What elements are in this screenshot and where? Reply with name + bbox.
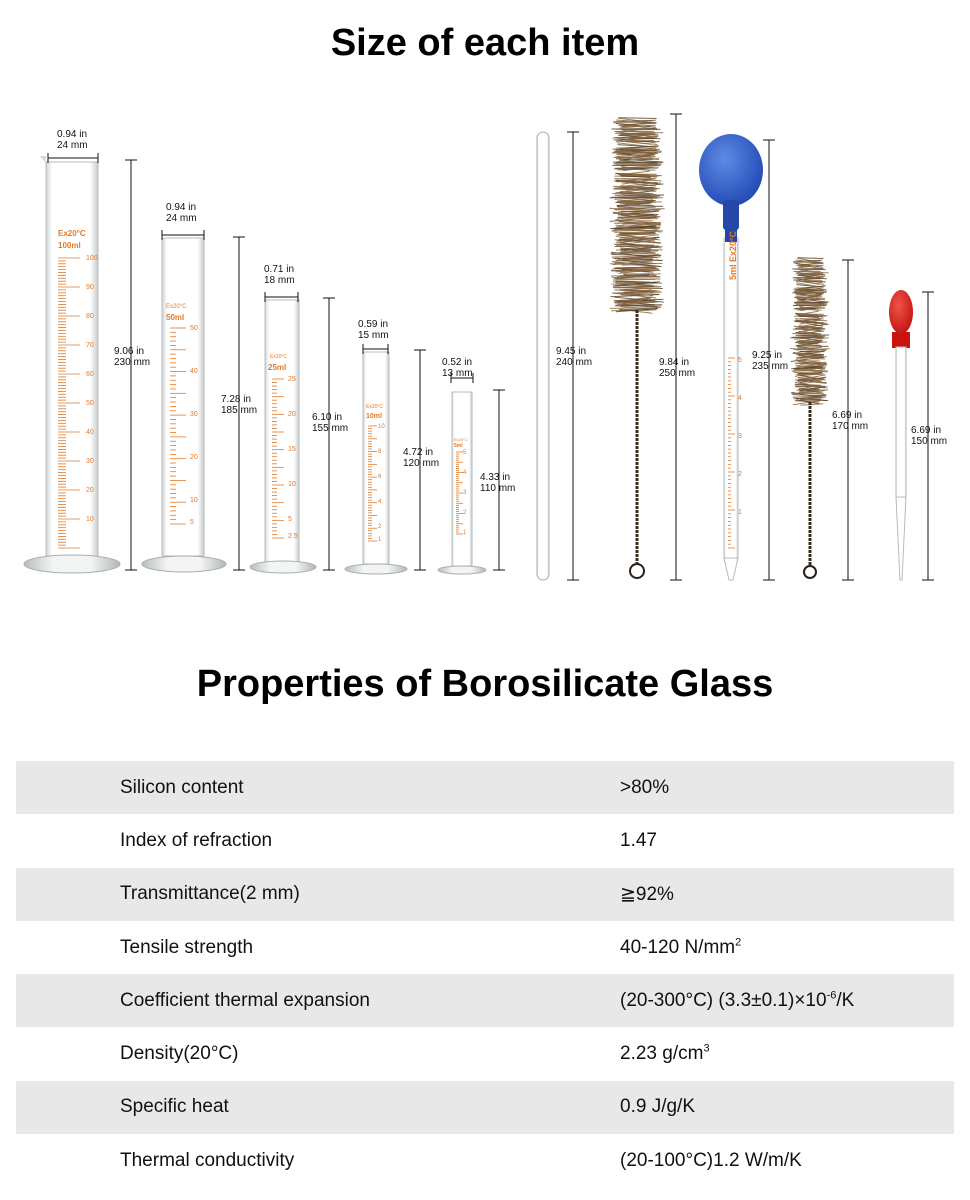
cylinder-50ml — [142, 202, 257, 572]
table-row — [16, 1027, 954, 1080]
cylinder-10ml-marking: 10ml — [366, 413, 382, 420]
cylinder-100ml-marking: 100ml — [58, 241, 81, 250]
pipette-large-scale-2: 2 — [738, 471, 742, 478]
property-value-cell — [516, 1027, 954, 1080]
stirring-rod-height-in: 9.45 in — [556, 346, 587, 357]
property-value: 40-120 N/mm — [620, 936, 736, 958]
cylinder-10ml-width-mm: 15 mm — [358, 330, 389, 341]
property-value: ≧92% — [620, 883, 674, 905]
pipette-large-scale-1: 1 — [738, 509, 742, 516]
dropper-height-in: 6.69 in — [911, 425, 942, 436]
brush-large-height-mm: 250 mm — [659, 368, 696, 379]
cylinder-100ml-scale-50: 50 — [86, 400, 94, 407]
property-value-unit: /K — [836, 989, 855, 1011]
cylinder-100ml-width-in: 0.94 in — [57, 129, 88, 140]
cylinder-25ml-scale-10: 10 — [288, 481, 296, 488]
bristle — [800, 404, 823, 405]
property-name: Density(20°C) — [120, 1043, 239, 1065]
cylinder-50ml-scale-10: 10 — [190, 497, 198, 504]
properties-table — [16, 761, 954, 1187]
pipette-large-scale-3: 3 — [738, 433, 742, 440]
items-illustration — [0, 100, 970, 600]
cylinder-10ml-height-in: 4.72 in — [403, 447, 434, 458]
property-name: Thermal conductivity — [120, 1149, 295, 1171]
bristle — [613, 279, 655, 280]
brush-small-bristles — [790, 258, 830, 406]
brush-small-height-mm: 170 mm — [832, 421, 869, 432]
pipette-large-scale-5: 5 — [738, 357, 742, 364]
cylinder-10ml-scale-2: 2 — [378, 524, 382, 530]
cylinder-25ml-width-in: 0.71 in — [264, 264, 295, 275]
property-name: Index of refraction — [120, 829, 273, 851]
cylinder-10ml-scale-6: 6 — [378, 474, 382, 480]
cylinder-100ml-scale-70: 70 — [86, 342, 94, 349]
property-name: Coefficient thermal expansion — [120, 989, 370, 1011]
cylinder-50ml-scale-40: 40 — [190, 368, 198, 375]
cylinder-100ml-scale-40: 40 — [86, 429, 94, 436]
cylinder-50ml-width-mm: 24 mm — [166, 213, 197, 224]
cylinder-100ml-height-in: 9.06 in — [114, 346, 145, 357]
property-value-superscript: 3 — [703, 1042, 710, 1055]
cylinder-5ml-width-mm: 13 mm — [442, 368, 473, 379]
pipette-large-marking: 5ml Ex20°C — [728, 230, 738, 280]
cylinder-100ml-scale-20: 20 — [86, 487, 94, 494]
brush-small-height-in: 6.69 in — [832, 410, 863, 421]
property-name: Specific heat — [120, 1096, 229, 1118]
cylinder-10ml-scale-10: 10 — [378, 424, 385, 430]
stirring-rod — [537, 132, 592, 580]
cylinder-10ml-scale-4: 4 — [378, 499, 382, 505]
cylinder-10ml-temp: Ex20°C — [366, 404, 384, 410]
cylinder-50ml-height-mm: 185 mm — [221, 405, 258, 416]
cylinder-5ml-height-in: 4.33 in — [480, 472, 511, 483]
property-name: Silicon content — [120, 776, 244, 798]
bristle — [617, 206, 663, 207]
cylinder-5ml-scale-4: 4 — [463, 470, 467, 476]
cylinder-5ml-scale-2: 2 — [463, 510, 467, 516]
dropper — [889, 290, 947, 580]
cylinder-25ml-height-mm: 155 mm — [312, 423, 349, 434]
table-row — [16, 1081, 954, 1134]
cylinder-25ml-scale-2-5: 2.5 — [288, 533, 298, 540]
bristle — [611, 276, 658, 277]
bristle — [615, 263, 663, 264]
bristle — [622, 253, 655, 254]
cylinder-25ml-width-mm: 18 mm — [264, 275, 295, 286]
cylinder-10ml-height-mm: 120 mm — [403, 458, 440, 469]
cylinder-50ml-scale-30: 30 — [190, 411, 198, 418]
table-row — [16, 761, 954, 814]
cylinder-25ml — [250, 264, 348, 573]
property-name: Tensile strength — [120, 936, 254, 958]
table-row — [16, 868, 954, 921]
cylinder-100ml-scale-80: 80 — [86, 313, 94, 320]
cylinder-25ml-scale-5: 5 — [288, 516, 292, 523]
cylinder-50ml-width-in: 0.94 in — [166, 202, 197, 213]
dropper-height-mm: 150 mm — [911, 436, 948, 447]
cylinder-100ml-scale-100: 100 — [86, 255, 98, 262]
property-value: (20-300°C) (3.3±0.1)×10 — [620, 989, 827, 1011]
cylinder-5ml-marking: 5ml — [454, 443, 463, 449]
bristle — [797, 346, 829, 347]
property-value-cell — [516, 974, 954, 1027]
property-value: (20-100°C)1.2 W/m/K — [620, 1149, 802, 1171]
pipette-large-height-in: 9.25 in — [752, 350, 783, 361]
bristle — [610, 308, 659, 309]
cylinder-5ml-scale-1: 1 — [463, 530, 467, 536]
pipette-large-height-mm: 235 mm — [752, 361, 789, 372]
cylinder-10ml — [345, 319, 439, 574]
cylinder-100ml-scale-30: 30 — [86, 458, 94, 465]
property-value: >80% — [620, 776, 670, 798]
property-value: 1.47 — [620, 829, 657, 851]
table-row — [16, 1134, 954, 1187]
cylinder-100ml-temp: Ex20°C — [58, 229, 86, 238]
cylinder-10ml-width-in: 0.59 in — [358, 319, 389, 330]
property-value-superscript: 2 — [735, 936, 742, 949]
bristle — [798, 379, 823, 380]
property-name: Transmittance(2 mm) — [120, 883, 300, 905]
cylinder-25ml-scale-20: 20 — [288, 411, 296, 418]
cylinder-25ml-scale-15: 15 — [288, 446, 296, 453]
brush-large — [609, 114, 695, 580]
cylinder-25ml-scale-25: 25 — [288, 376, 296, 383]
property-value-cell — [516, 921, 954, 974]
cylinder-10ml-scale-1: 1 — [378, 537, 382, 543]
property-value: 0.9 J/g/K — [620, 1096, 695, 1118]
pipette-large-scale-4: 4 — [738, 395, 742, 402]
cylinder-100ml-width-mm: 24 mm — [57, 140, 88, 151]
bristle — [791, 368, 825, 369]
cylinder-50ml-marking: 50ml — [166, 313, 185, 322]
brush-small — [790, 258, 868, 580]
cylinder-5ml-scale-3: 3 — [463, 490, 467, 496]
stirring-rod-height-mm: 240 mm — [556, 357, 593, 368]
cylinder-50ml-scale-5: 5 — [190, 519, 194, 526]
cylinder-10ml-scale-8: 8 — [378, 449, 382, 455]
cylinder-5ml-scale-5: 5 — [463, 450, 467, 456]
cylinder-5ml-height-mm: 110 mm — [480, 483, 516, 494]
brush-large-bristles — [609, 118, 664, 313]
cylinder-5ml-temp: Ex20°C — [454, 437, 468, 442]
cylinder-100ml-scale-60: 60 — [86, 371, 94, 378]
cylinder-25ml-height-in: 6.10 in — [312, 412, 343, 423]
cylinder-5ml-width-in: 0.52 in — [442, 357, 473, 368]
cylinder-100ml-scale-90: 90 — [86, 284, 94, 291]
size-section-title: Size of each item — [330, 22, 640, 64]
properties-section-title: Properties of Borosilicate Glass — [196, 663, 774, 705]
cylinder-25ml-temp: Ex20°C — [270, 354, 288, 360]
cylinder-100ml-height-mm: 230 mm — [114, 357, 151, 368]
bristle — [610, 228, 659, 229]
cylinder-5ml — [438, 357, 515, 574]
cylinder-100ml-scale-10: 10 — [86, 516, 94, 523]
table-row — [16, 974, 954, 1027]
cylinder-50ml-scale-20: 20 — [190, 454, 198, 461]
brush-large-height-in: 9.84 in — [659, 357, 690, 368]
cylinder-50ml-height-in: 7.28 in — [221, 394, 252, 405]
cylinder-25ml-marking: 25ml — [268, 363, 287, 372]
cylinder-50ml-scale-50: 50 — [190, 325, 198, 332]
cylinder-50ml-temp: Ex20°C — [166, 304, 187, 310]
table-row — [16, 921, 954, 974]
property-value: 2.23 g/cm — [620, 1043, 704, 1065]
cylinder-100ml — [24, 129, 150, 573]
property-value-superscript: -6 — [826, 989, 837, 1002]
bristle — [619, 239, 656, 240]
bristle — [800, 393, 822, 394]
pipette-large — [699, 134, 788, 580]
table-row — [16, 814, 954, 867]
